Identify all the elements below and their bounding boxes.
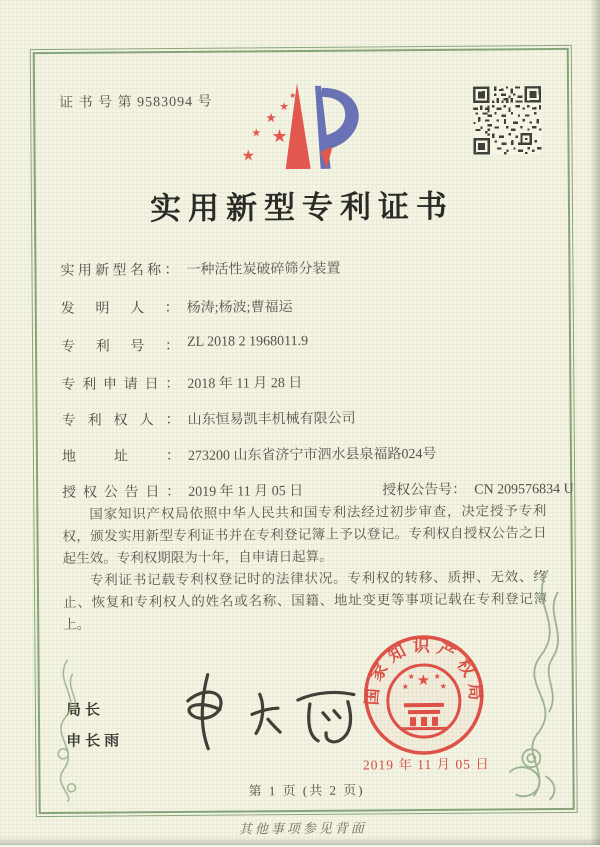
cnipa-logo-icon bbox=[235, 77, 370, 178]
svg-text:★: ★ bbox=[265, 111, 277, 127]
svg-text:★: ★ bbox=[271, 126, 288, 148]
field-value: ZL 2018 2 1968011.9 bbox=[186, 333, 309, 350]
field-label: 地址： bbox=[61, 448, 180, 465]
field-grant-row bbox=[62, 478, 574, 502]
back-note: 其他事项参见背面 bbox=[238, 820, 367, 837]
seal-text: 国家知识产权局 bbox=[362, 636, 486, 707]
svg-text:★: ★ bbox=[439, 681, 447, 691]
grant-date-label: 授权公告日： bbox=[62, 484, 181, 501]
grant-no-value: CN 209576834 U bbox=[474, 481, 574, 498]
field-value: 一种活性炭破碎筛分装置 bbox=[186, 261, 341, 278]
qr-code-icon bbox=[473, 86, 542, 155]
field-label: 专利申请日： bbox=[61, 376, 180, 393]
legal-text bbox=[62, 500, 547, 636]
field-label: 实用新型名称： bbox=[60, 262, 179, 279]
director-name: 申长雨 bbox=[66, 733, 124, 750]
field-inventors bbox=[61, 294, 545, 318]
grant-date-value: 2019 年 11 月 05 日 bbox=[188, 483, 304, 500]
certificate-title: 实用新型专利证书 bbox=[149, 188, 455, 227]
svg-text:★: ★ bbox=[279, 100, 290, 114]
field-address bbox=[62, 442, 546, 466]
scan-edge-shadow-right bbox=[590, 0, 600, 845]
grant-no-label: 授权公告号： bbox=[382, 482, 467, 499]
corner-ornament-left bbox=[42, 654, 93, 804]
field-grant-number bbox=[382, 478, 574, 500]
svg-text:★: ★ bbox=[433, 671, 441, 681]
corner-ornament-right bbox=[478, 562, 570, 803]
field-label: 专利权人： bbox=[61, 412, 180, 429]
director-title: 局长 bbox=[65, 702, 105, 719]
seal-date: 2019 年 11 月 05 日 bbox=[362, 756, 490, 773]
certificate-border bbox=[33, 48, 575, 814]
svg-text:★: ★ bbox=[407, 672, 415, 682]
certificate-number: 证 书 号 第 9583094 号 bbox=[59, 94, 213, 111]
svg-text:★: ★ bbox=[251, 126, 262, 140]
field-filing-date bbox=[61, 370, 545, 394]
field-utility-model-name bbox=[60, 256, 544, 280]
field-label: 发明人： bbox=[60, 300, 179, 317]
field-patentee bbox=[62, 406, 546, 430]
page-indicator: 第 1 页 (共 2 页) bbox=[248, 782, 365, 799]
scan-edge-shadow-bottom bbox=[0, 837, 600, 845]
svg-text:★: ★ bbox=[401, 682, 409, 692]
field-value: 2018 年 11 月 28 日 bbox=[187, 375, 303, 392]
field-label: 专利号： bbox=[61, 338, 180, 355]
legal-paragraph-1: 国家知识产权局依照中华人民共和国专利法经过初步审查，决定授予专利权，颁发实用新型专利证书并在专利登记簿上予以登记。专利权自授权公告之日起生效。专利权期限为十年，自申请日起算。 bbox=[62, 503, 547, 566]
field-value: 山东恒易凯丰机械有限公司 bbox=[187, 411, 356, 428]
emblem-big-star-icon: ★ bbox=[416, 670, 431, 690]
svg-text:★: ★ bbox=[289, 91, 297, 101]
field-patent-number bbox=[61, 332, 545, 356]
field-value: 273200 山东省济宁市泗水县泉福路024号 bbox=[187, 446, 437, 464]
svg-text:★: ★ bbox=[241, 146, 256, 165]
legal-paragraph-2: 专利证书记载专利权登记时的法律状况。专利权的转移、质押、无效、终止、恢复和专利权人的姓名或名称、国籍、地址变更等事项记载在专利登记簿上。 bbox=[63, 569, 548, 632]
field-value: 杨涛;杨波;曹福运 bbox=[186, 300, 293, 316]
